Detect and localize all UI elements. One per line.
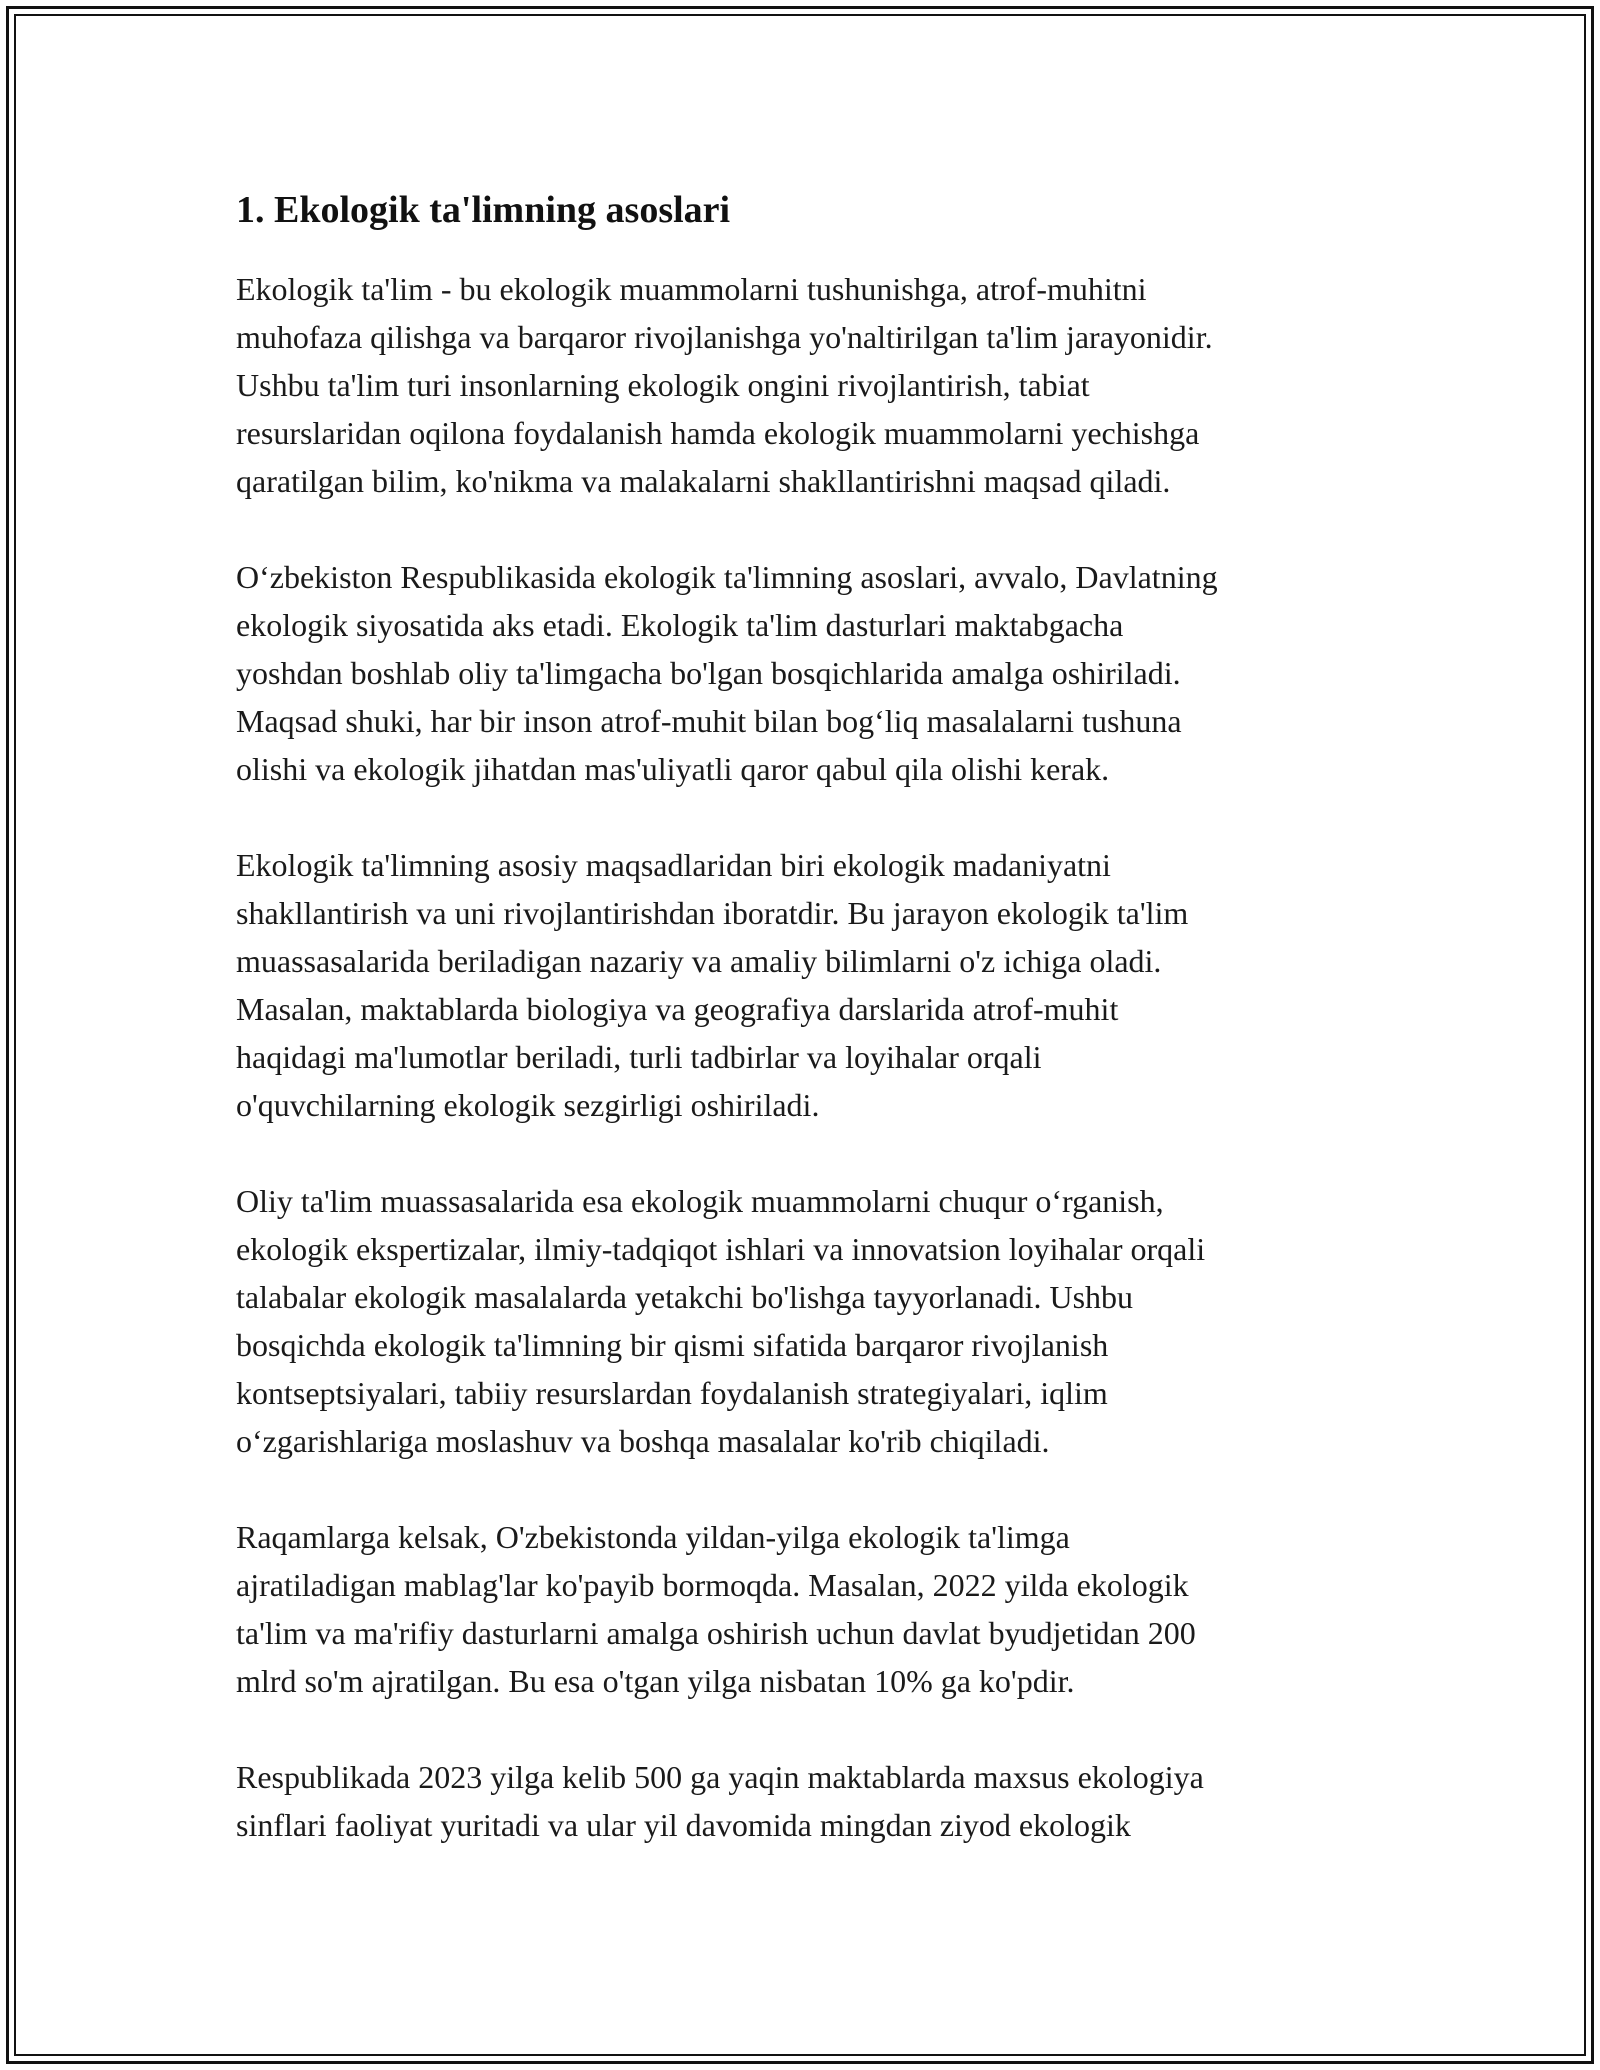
section-title: 1. Ekologik ta'limning asoslari: [236, 189, 731, 231]
paragraph-line: shakllantirish va uni rivojlantirishdan iboratdir. Bu jarayon ekologik ta'lim: [236, 895, 1189, 932]
paragraph-line: yoshdan boshlab oliy ta'limgacha bo'lgan bosqichlarida amalga oshiriladi.: [236, 655, 1181, 692]
paragraph-line: haqidagi ma'lumotlar beriladi, turli tadbirlar va loyihalar orqali: [236, 1039, 1042, 1076]
paragraph-line: O‘zbekiston Respublikasida ekologik ta'limning asoslari, avvalo, Davlatning: [236, 559, 1218, 596]
paragraph-5: [236, 1513, 1376, 1705]
paragraph-line: ajratiladigan mablag'lar ko'payib bormoqda. Masalan, 2022 yilda ekologik: [236, 1567, 1189, 1604]
paragraph-line: o'quvchilarning ekologik sezgirligi oshiriladi.: [236, 1087, 820, 1124]
paragraph-2: [236, 553, 1376, 793]
paragraph-line: Oliy ta'lim muassasalarida esa ekologik muammolarni chuqur o‘rganish,: [236, 1183, 1164, 1220]
paragraph-1: [236, 265, 1376, 505]
paragraph-line: Raqamlarga kelsak, O'zbekistonda yildan-yilga ekologik ta'limga: [236, 1519, 1070, 1556]
paragraph-line: kontseptsiyalari, tabiiy resurslardan foydalanish strategiyalari, iqlim: [236, 1375, 1108, 1412]
paragraph-line: o‘zgarishlariga moslashuv va boshqa masalalar ko'rib chiqiladi.: [236, 1423, 1050, 1460]
paragraph-line: Respublikada 2023 yilga kelib 500 ga yaqin maktablarda maxsus ekologiya: [236, 1759, 1204, 1796]
paragraph-line: sinflari faoliyat yuritadi va ular yil davomida mingdan ziyod ekologik: [236, 1807, 1131, 1844]
paragraph-line: resurslaridan oqilona foydalanish hamda ekologik muammolarni yechishga: [236, 415, 1200, 452]
paragraph-3: [236, 841, 1376, 1129]
paragraph-line: Maqsad shuki, har bir inson atrof-muhit bilan bog‘liq masalalarni tushuna: [236, 703, 1182, 740]
paragraph-line: ekologik siyosatida aks etadi. Ekologik ta'lim dasturlari maktabgacha: [236, 607, 1124, 644]
paragraph-line: ekologik ekspertizalar, ilmiy-tadqiqot ishlari va innovatsion loyihalar orqali: [236, 1231, 1206, 1268]
paragraph-line: muhofaza qilishga va barqaror rivojlanishga yo'naltirilgan ta'lim jarayonidir.: [236, 319, 1213, 356]
paragraph-line: Ekologik ta'lim - bu ekologik muammolarni tushunishga, atrof-muhitni: [236, 271, 1147, 308]
paragraph-line: talabalar ekologik masalalarda yetakchi bo'lishga tayyorlanadi. Ushbu: [236, 1279, 1134, 1316]
paragraph-line: bosqichda ekologik ta'limning bir qismi sifatida barqaror rivojlanish: [236, 1327, 1109, 1364]
paragraph-line: olishi va ekologik jihatdan mas'uliyatli qaror qabul qila olishi kerak.: [236, 751, 1110, 788]
paragraph-4: [236, 1177, 1376, 1465]
paragraph-line: ta'lim va ma'rifiy dasturlarni amalga oshirish uchun davlat byudjetidan 200: [236, 1615, 1196, 1652]
paragraph-line: muassasalarida beriladigan nazariy va amaliy bilimlarni o'z ichiga oladi.: [236, 943, 1162, 980]
document-body: [236, 186, 1376, 1897]
paragraph-6: [236, 1753, 1376, 1849]
paragraph-line: Ushbu ta'lim turi insonlarning ekologik ongini rivojlantirish, tabiat: [236, 367, 1090, 404]
paragraph-line: qaratilgan bilim, ko'nikma va malakalarni shakllantirishni maqsad qiladi.: [236, 463, 1171, 500]
paragraph-line: Ekologik ta'limning asosiy maqsadlaridan biri ekologik madaniyatni: [236, 847, 1111, 884]
paragraph-line: mlrd so'm ajratilgan. Bu esa o'tgan yilga nisbatan 10% ga ko'pdir.: [236, 1663, 1075, 1700]
paragraph-line: Masalan, maktablarda biologiya va geografiya darslarida atrof-muhit: [236, 991, 1119, 1028]
